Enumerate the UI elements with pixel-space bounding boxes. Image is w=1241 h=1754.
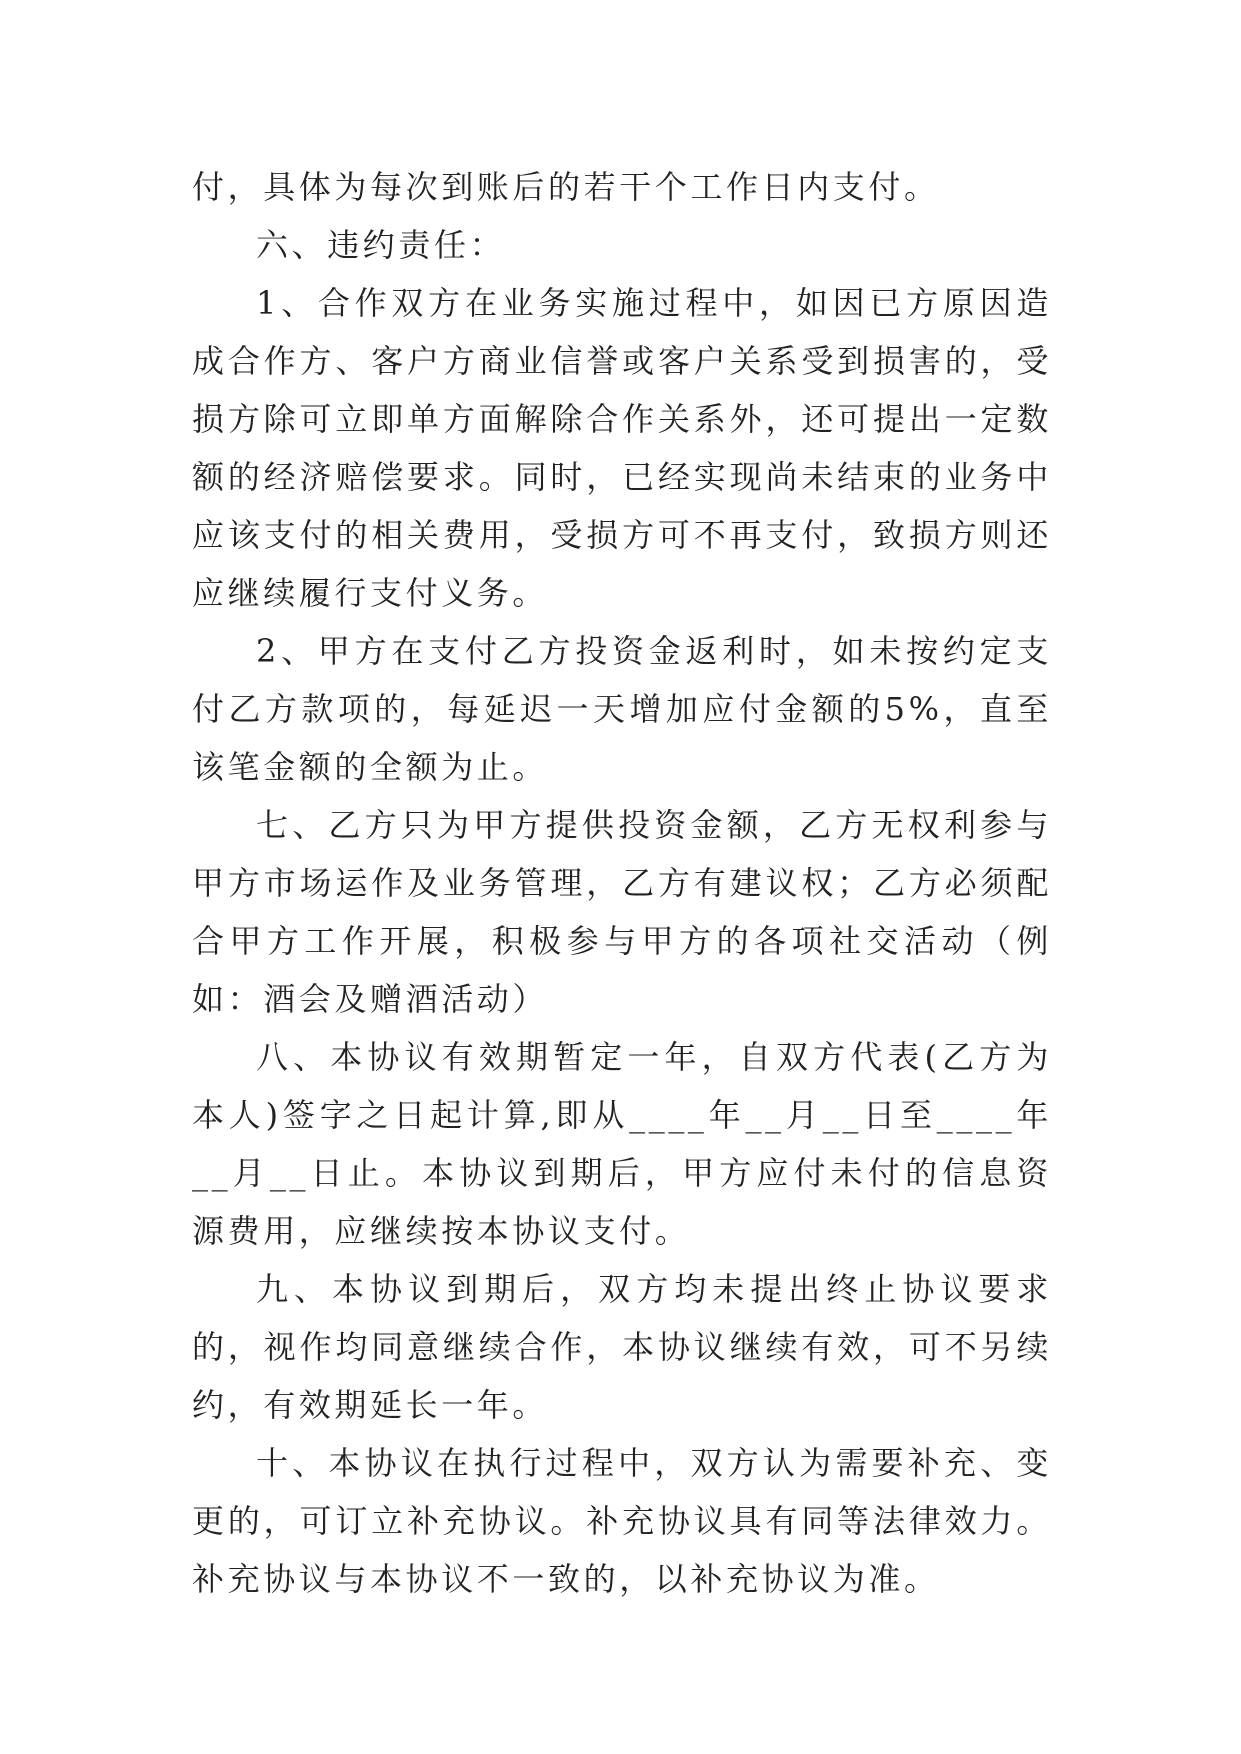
paragraph-breach-clause-2: 2、甲方在支付乙方投资金返利时，如未按约定支付乙方款项的，每延迟一天增加应付金额的5%，直至该笔金额的全额为止。 <box>192 632 1052 786</box>
paragraph-section-7: 七、乙方只为甲方提供投资金额，乙方无权利参与甲方市场运作及业务管理，乙方有建议权；乙方必须配合甲方工作开展，积极参与甲方的各项社交活动（例如：酒会及赠酒活动） <box>192 806 1052 1018</box>
paragraph-section-10: 十、本协议在执行过程中，双方认为需要补充、变更的，可订立补充协议。补充协议具有同等法律效力。补充协议与本协议不一致的，以补充协议为准。 <box>192 1444 1052 1598</box>
paragraph-breach-clause-1: 1、合作双方在业务实施过程中，如因已方原因造成合作方、客户方商业信誉或客户关系受到损害的，受损方除可立即单方面解除合作关系外，还可提出一定数额的经济赔偿要求。同时，已经实现尚未结束的业务中应该支付的相关费用，受损方可不再支付，致损方则还应继续履行支付义务。 <box>192 284 1052 612</box>
section-heading-breach-liability: 六、违约责任： <box>256 226 506 264</box>
paragraph-section-8: 八、本协议有效期暂定一年，自双方代表(乙方为本人)签字之日起计算,即从____年__月__日至____年__月__日止。本协议到期后，甲方应付未付的信息资源费用，应继续按本协议支付。 <box>192 1038 1052 1250</box>
paragraph-payment-continuation: 付，具体为每次到账后的若干个工作日内支付。 <box>192 168 940 206</box>
paragraph-section-9: 九、本协议到期后，双方均未提出终止协议要求的，视作均同意继续合作，本协议继续有效，可不另续约，有效期延长一年。 <box>192 1270 1052 1424</box>
document-body <box>192 158 1052 1608</box>
